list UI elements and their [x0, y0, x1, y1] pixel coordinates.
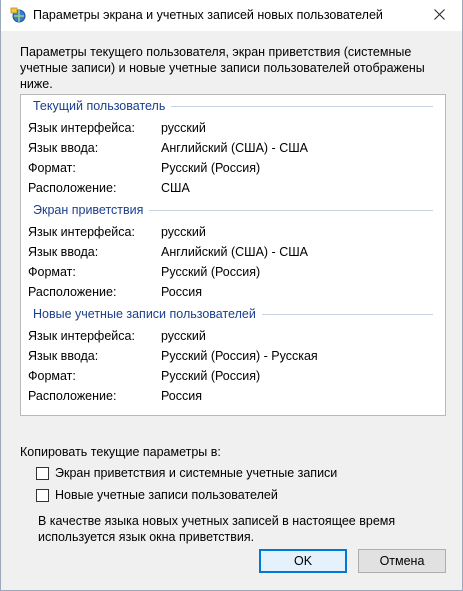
setting-row — [28, 265, 438, 281]
copy-to-welcome-screen-checkbox[interactable] — [36, 465, 337, 481]
setting-label: Язык интерфейса: — [28, 121, 135, 135]
setting-row — [28, 349, 438, 365]
settings-summary-panel — [20, 94, 446, 416]
info-note: В качестве языка новых учетных записей в настоящее время используется язык окна приветствия. — [38, 514, 396, 544]
setting-label: Формат: — [28, 369, 76, 383]
setting-label: Расположение: — [28, 389, 117, 403]
setting-value: русский — [161, 329, 206, 343]
setting-value: США — [161, 181, 190, 195]
setting-row — [28, 161, 438, 177]
setting-label: Формат: — [28, 265, 76, 279]
section-new-users-header — [33, 307, 433, 321]
setting-label: Язык ввода: — [28, 245, 99, 259]
section-title: Новые учетные записи пользователей — [33, 307, 256, 321]
window-title: Параметры экрана и учетных записей новых пользователей — [33, 8, 383, 22]
checkbox-label[interactable]: Новые учетные записи пользователей — [55, 488, 278, 502]
setting-row — [28, 245, 438, 261]
setting-row — [28, 181, 438, 197]
section-title: Текущий пользователь — [33, 99, 166, 113]
section-divider — [262, 314, 433, 315]
setting-label: Расположение: — [28, 285, 117, 299]
section-current-user-header — [33, 99, 433, 113]
setting-label: Формат: — [28, 161, 76, 175]
setting-row — [28, 225, 438, 241]
section-welcome-screen-header — [33, 203, 433, 217]
setting-label: Язык интерфейса: — [28, 225, 135, 239]
ok-button[interactable]: OK — [259, 549, 347, 573]
setting-row — [28, 369, 438, 385]
setting-value: Английский (США) - США — [161, 245, 309, 259]
setting-label: Язык ввода: — [28, 349, 99, 363]
section-divider — [149, 210, 433, 211]
title-bar[interactable] — [1, 0, 462, 31]
regional-settings-icon — [10, 7, 26, 23]
setting-value: Русский (Россия) — [161, 369, 261, 383]
setting-row — [28, 141, 438, 157]
checkbox-label[interactable]: Экран приветствия и системные учетные записи — [55, 466, 338, 480]
setting-row — [28, 285, 438, 301]
close-button[interactable] — [416, 0, 462, 31]
setting-value: Россия — [161, 285, 202, 299]
setting-row — [28, 329, 438, 345]
setting-value: Россия — [161, 389, 202, 403]
section-divider — [171, 106, 433, 107]
setting-label: Язык ввода: — [28, 141, 99, 155]
close-icon — [434, 9, 445, 23]
setting-value: Русский (Россия) - Русская — [161, 349, 318, 363]
setting-row — [28, 389, 438, 405]
setting-value: Русский (Россия) — [161, 265, 261, 279]
setting-value: Английский (США) - США — [161, 141, 309, 155]
setting-value: русский — [161, 225, 206, 239]
setting-label: Расположение: — [28, 181, 117, 195]
section-title: Экран приветствия — [33, 203, 144, 217]
checkbox-box[interactable] — [36, 467, 49, 480]
setting-label: Язык интерфейса: — [28, 329, 135, 343]
setting-row — [28, 121, 438, 137]
setting-value: русский — [161, 121, 206, 135]
copy-to-new-users-checkbox[interactable] — [36, 487, 278, 503]
cancel-button[interactable]: Отмена — [358, 549, 446, 573]
setting-value: Русский (Россия) — [161, 161, 261, 175]
copy-settings-label: Копировать текущие параметры в: — [20, 445, 221, 459]
intro-text: Параметры текущего пользователя, экран приветствия (системные учетные записи) и новые учетные записи пользователей отображены ниже. — [20, 45, 425, 91]
checkbox-box[interactable] — [36, 489, 49, 502]
